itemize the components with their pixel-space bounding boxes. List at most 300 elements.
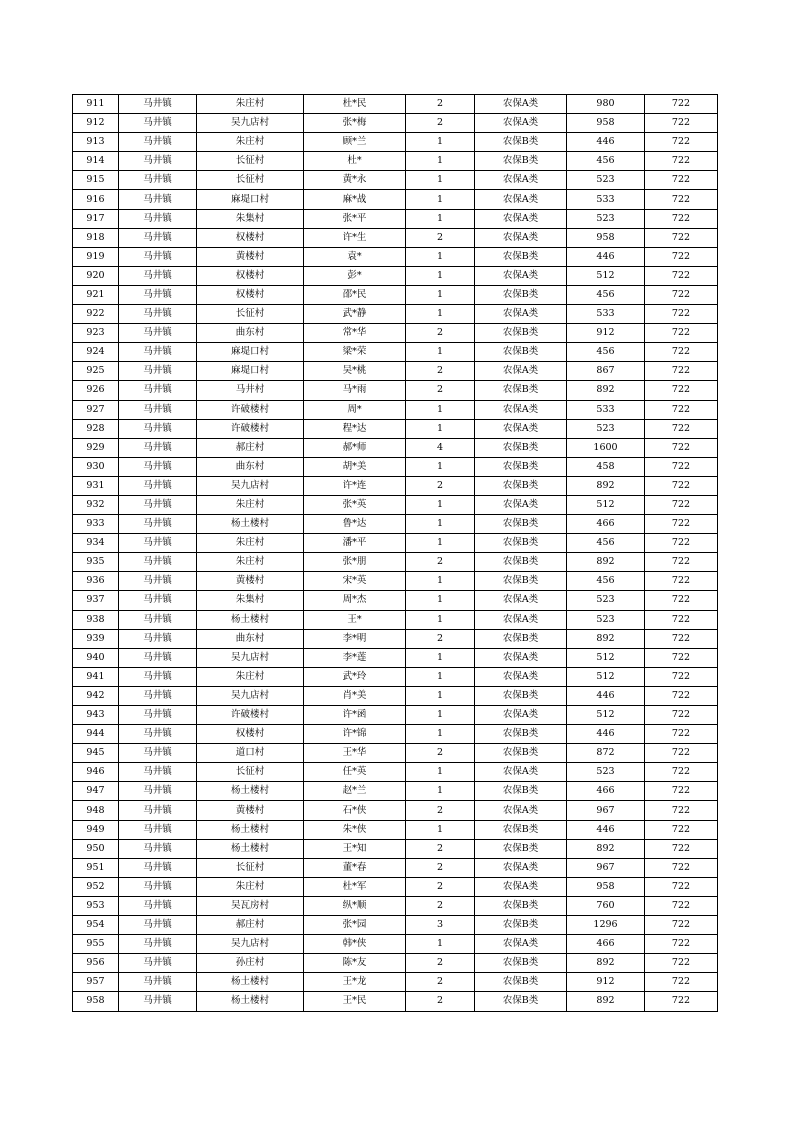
amount-cell: 446 (567, 133, 645, 152)
standard-cell: 722 (645, 515, 718, 534)
village-cell: 长征村 (197, 305, 304, 324)
standard-cell: 722 (645, 362, 718, 381)
standard-cell: 722 (645, 629, 718, 648)
township-cell: 马井镇 (119, 114, 197, 133)
table-row (73, 706, 718, 725)
table-row (73, 782, 718, 801)
township-cell: 马井镇 (119, 305, 197, 324)
township-cell: 马井镇 (119, 839, 197, 858)
count-cell: 1 (406, 133, 475, 152)
table-row (73, 820, 718, 839)
count-cell: 2 (406, 877, 475, 896)
village-cell: 杨土楼村 (197, 610, 304, 629)
amount-cell: 523 (567, 171, 645, 190)
name-cell: 顾*兰 (304, 133, 406, 152)
village-cell: 曲东村 (197, 457, 304, 476)
amount-cell: 446 (567, 247, 645, 266)
row-index-cell: 930 (73, 457, 119, 476)
township-cell: 马井镇 (119, 381, 197, 400)
category-cell: 农保B类 (475, 133, 567, 152)
village-cell: 曲东村 (197, 324, 304, 343)
table-row (73, 534, 718, 553)
row-index-cell: 926 (73, 381, 119, 400)
count-cell: 2 (406, 381, 475, 400)
amount-cell: 892 (567, 954, 645, 973)
standard-cell: 722 (645, 935, 718, 954)
table-row (73, 686, 718, 705)
township-cell: 马井镇 (119, 534, 197, 553)
category-cell: 农保B类 (475, 896, 567, 915)
amount-cell: 458 (567, 457, 645, 476)
village-cell: 黄楼村 (197, 247, 304, 266)
township-cell: 马井镇 (119, 591, 197, 610)
standard-cell: 722 (645, 381, 718, 400)
table-row (73, 801, 718, 820)
standard-cell: 722 (645, 400, 718, 419)
amount-cell: 523 (567, 610, 645, 629)
count-cell: 1 (406, 591, 475, 610)
name-cell: 彭* (304, 266, 406, 285)
name-cell: 王*知 (304, 839, 406, 858)
township-cell: 马井镇 (119, 629, 197, 648)
township-cell: 马井镇 (119, 362, 197, 381)
village-cell: 权楼村 (197, 285, 304, 304)
category-cell: 农保B类 (475, 438, 567, 457)
amount-cell: 892 (567, 839, 645, 858)
row-index-cell: 938 (73, 610, 119, 629)
category-cell: 农保A类 (475, 171, 567, 190)
name-cell: 吴*桃 (304, 362, 406, 381)
count-cell: 1 (406, 686, 475, 705)
row-index-cell: 917 (73, 209, 119, 228)
amount-cell: 512 (567, 266, 645, 285)
township-cell: 马井镇 (119, 973, 197, 992)
data-table (72, 94, 718, 1012)
category-cell: 农保B类 (475, 973, 567, 992)
standard-cell: 722 (645, 686, 718, 705)
row-index-cell: 947 (73, 782, 119, 801)
township-cell: 马井镇 (119, 763, 197, 782)
village-cell: 许破楼村 (197, 706, 304, 725)
township-cell: 马井镇 (119, 190, 197, 209)
village-cell: 吴九店村 (197, 648, 304, 667)
village-cell: 马井村 (197, 381, 304, 400)
category-cell: 农保A类 (475, 419, 567, 438)
category-cell: 农保A类 (475, 763, 567, 782)
table-row (73, 266, 718, 285)
standard-cell: 722 (645, 648, 718, 667)
count-cell: 2 (406, 228, 475, 247)
category-cell: 农保A类 (475, 400, 567, 419)
name-cell: 许*锦 (304, 725, 406, 744)
count-cell: 1 (406, 247, 475, 266)
count-cell: 1 (406, 572, 475, 591)
category-cell: 农保B类 (475, 285, 567, 304)
standard-cell: 722 (645, 667, 718, 686)
row-index-cell: 942 (73, 686, 119, 705)
table-row (73, 667, 718, 686)
row-index-cell: 919 (73, 247, 119, 266)
village-cell: 朱庄村 (197, 495, 304, 514)
village-cell: 长征村 (197, 171, 304, 190)
category-cell: 农保B类 (475, 725, 567, 744)
category-cell: 农保B类 (475, 744, 567, 763)
standard-cell: 722 (645, 114, 718, 133)
village-cell: 长征村 (197, 152, 304, 171)
row-index-cell: 911 (73, 95, 119, 114)
amount-cell: 533 (567, 190, 645, 209)
village-cell: 麻堤口村 (197, 190, 304, 209)
standard-cell: 722 (645, 839, 718, 858)
township-cell: 马井镇 (119, 266, 197, 285)
amount-cell: 1600 (567, 438, 645, 457)
count-cell: 2 (406, 553, 475, 572)
row-index-cell: 955 (73, 935, 119, 954)
standard-cell: 722 (645, 706, 718, 725)
count-cell: 2 (406, 95, 475, 114)
name-cell: 张*朋 (304, 553, 406, 572)
amount-cell: 446 (567, 820, 645, 839)
village-cell: 许破楼村 (197, 419, 304, 438)
name-cell: 杜*民 (304, 95, 406, 114)
row-index-cell: 913 (73, 133, 119, 152)
amount-cell: 466 (567, 935, 645, 954)
name-cell: 王* (304, 610, 406, 629)
row-index-cell: 915 (73, 171, 119, 190)
township-cell: 马井镇 (119, 916, 197, 935)
township-cell: 马井镇 (119, 820, 197, 839)
standard-cell: 722 (645, 247, 718, 266)
township-cell: 马井镇 (119, 896, 197, 915)
village-cell: 长征村 (197, 763, 304, 782)
category-cell: 农保B类 (475, 457, 567, 476)
table-row (73, 954, 718, 973)
name-cell: 潘*平 (304, 534, 406, 553)
name-cell: 张*英 (304, 495, 406, 514)
standard-cell: 722 (645, 457, 718, 476)
table-body (73, 95, 718, 1012)
township-cell: 马井镇 (119, 515, 197, 534)
table-row (73, 744, 718, 763)
table-row (73, 171, 718, 190)
township-cell: 马井镇 (119, 935, 197, 954)
name-cell: 郝*师 (304, 438, 406, 457)
amount-cell: 980 (567, 95, 645, 114)
name-cell: 梁*荣 (304, 343, 406, 362)
row-index-cell: 921 (73, 285, 119, 304)
count-cell: 1 (406, 534, 475, 553)
category-cell: 农保B类 (475, 152, 567, 171)
category-cell: 农保B类 (475, 324, 567, 343)
standard-cell: 722 (645, 419, 718, 438)
name-cell: 石*侠 (304, 801, 406, 820)
name-cell: 张*园 (304, 916, 406, 935)
table-row (73, 476, 718, 495)
standard-cell: 722 (645, 266, 718, 285)
name-cell: 许*函 (304, 706, 406, 725)
standard-cell: 722 (645, 744, 718, 763)
township-cell: 马井镇 (119, 877, 197, 896)
category-cell: 农保B类 (475, 553, 567, 572)
table-row (73, 610, 718, 629)
category-cell: 农保A类 (475, 305, 567, 324)
table-row (73, 438, 718, 457)
count-cell: 1 (406, 343, 475, 362)
count-cell: 1 (406, 725, 475, 744)
name-cell: 任*英 (304, 763, 406, 782)
table-row (73, 285, 718, 304)
township-cell: 马井镇 (119, 400, 197, 419)
name-cell: 袁* (304, 247, 406, 266)
standard-cell: 722 (645, 305, 718, 324)
village-cell: 长征村 (197, 858, 304, 877)
category-cell: 农保A类 (475, 266, 567, 285)
row-index-cell: 940 (73, 648, 119, 667)
name-cell: 周*杰 (304, 591, 406, 610)
table-row (73, 95, 718, 114)
village-cell: 杨土楼村 (197, 973, 304, 992)
count-cell: 1 (406, 820, 475, 839)
name-cell: 李*明 (304, 629, 406, 648)
count-cell: 2 (406, 744, 475, 763)
standard-cell: 722 (645, 285, 718, 304)
amount-cell: 512 (567, 648, 645, 667)
amount-cell: 892 (567, 553, 645, 572)
standard-cell: 722 (645, 476, 718, 495)
township-cell: 马井镇 (119, 667, 197, 686)
table-row (73, 763, 718, 782)
amount-cell: 512 (567, 706, 645, 725)
count-cell: 1 (406, 419, 475, 438)
name-cell: 周* (304, 400, 406, 419)
table-row (73, 725, 718, 744)
amount-cell: 512 (567, 667, 645, 686)
category-cell: 农保B类 (475, 572, 567, 591)
township-cell: 马井镇 (119, 495, 197, 514)
amount-cell: 466 (567, 515, 645, 534)
township-cell: 马井镇 (119, 247, 197, 266)
amount-cell: 533 (567, 305, 645, 324)
village-cell: 曲东村 (197, 629, 304, 648)
table-row (73, 400, 718, 419)
count-cell: 2 (406, 858, 475, 877)
amount-cell: 446 (567, 686, 645, 705)
amount-cell: 523 (567, 419, 645, 438)
name-cell: 许*连 (304, 476, 406, 495)
standard-cell: 722 (645, 782, 718, 801)
row-index-cell: 950 (73, 839, 119, 858)
table-row (73, 305, 718, 324)
township-cell: 马井镇 (119, 171, 197, 190)
standard-cell: 722 (645, 534, 718, 553)
count-cell: 1 (406, 152, 475, 171)
row-index-cell: 932 (73, 495, 119, 514)
category-cell: 农保B类 (475, 916, 567, 935)
row-index-cell: 928 (73, 419, 119, 438)
amount-cell: 523 (567, 209, 645, 228)
village-cell: 朱集村 (197, 591, 304, 610)
row-index-cell: 949 (73, 820, 119, 839)
village-cell: 黄楼村 (197, 572, 304, 591)
row-index-cell: 943 (73, 706, 119, 725)
table-row (73, 228, 718, 247)
township-cell: 马井镇 (119, 610, 197, 629)
count-cell: 1 (406, 610, 475, 629)
category-cell: 农保A类 (475, 648, 567, 667)
township-cell: 马井镇 (119, 324, 197, 343)
standard-cell: 722 (645, 152, 718, 171)
township-cell: 马井镇 (119, 133, 197, 152)
standard-cell: 722 (645, 553, 718, 572)
category-cell: 农保B类 (475, 515, 567, 534)
amount-cell: 523 (567, 763, 645, 782)
category-cell: 农保B类 (475, 629, 567, 648)
amount-cell: 456 (567, 343, 645, 362)
row-index-cell: 944 (73, 725, 119, 744)
name-cell: 武*静 (304, 305, 406, 324)
count-cell: 1 (406, 171, 475, 190)
name-cell: 张*平 (304, 209, 406, 228)
count-cell: 1 (406, 209, 475, 228)
table-row (73, 591, 718, 610)
category-cell: 农保B类 (475, 992, 567, 1011)
table-row (73, 190, 718, 209)
row-index-cell: 941 (73, 667, 119, 686)
village-cell: 麻堤口村 (197, 343, 304, 362)
name-cell: 常*华 (304, 324, 406, 343)
township-cell: 马井镇 (119, 782, 197, 801)
amount-cell: 892 (567, 476, 645, 495)
name-cell: 邵*民 (304, 285, 406, 304)
category-cell: 农保A类 (475, 610, 567, 629)
township-cell: 马井镇 (119, 285, 197, 304)
village-cell: 杨土楼村 (197, 820, 304, 839)
township-cell: 马井镇 (119, 801, 197, 820)
amount-cell: 760 (567, 896, 645, 915)
standard-cell: 722 (645, 973, 718, 992)
township-cell: 马井镇 (119, 858, 197, 877)
name-cell: 董*春 (304, 858, 406, 877)
count-cell: 1 (406, 305, 475, 324)
township-cell: 马井镇 (119, 476, 197, 495)
table-row (73, 419, 718, 438)
standard-cell: 722 (645, 858, 718, 877)
count-cell: 1 (406, 495, 475, 514)
standard-cell: 722 (645, 916, 718, 935)
table-row (73, 247, 718, 266)
category-cell: 农保A类 (475, 935, 567, 954)
row-index-cell: 946 (73, 763, 119, 782)
township-cell: 马井镇 (119, 572, 197, 591)
village-cell: 朱庄村 (197, 667, 304, 686)
name-cell: 王*龙 (304, 973, 406, 992)
village-cell: 杨土楼村 (197, 782, 304, 801)
row-index-cell: 927 (73, 400, 119, 419)
amount-cell: 466 (567, 782, 645, 801)
amount-cell: 456 (567, 285, 645, 304)
village-cell: 权楼村 (197, 228, 304, 247)
row-index-cell: 939 (73, 629, 119, 648)
name-cell: 韩*侠 (304, 935, 406, 954)
count-cell: 1 (406, 706, 475, 725)
table-row (73, 896, 718, 915)
name-cell: 许*生 (304, 228, 406, 247)
category-cell: 农保A类 (475, 801, 567, 820)
category-cell: 农保A类 (475, 228, 567, 247)
name-cell: 陈*友 (304, 954, 406, 973)
amount-cell: 456 (567, 152, 645, 171)
count-cell: 2 (406, 476, 475, 495)
name-cell: 马*雨 (304, 381, 406, 400)
amount-cell: 872 (567, 744, 645, 763)
standard-cell: 722 (645, 820, 718, 839)
row-index-cell: 954 (73, 916, 119, 935)
category-cell: 农保B类 (475, 534, 567, 553)
row-index-cell: 956 (73, 954, 119, 973)
category-cell: 农保B类 (475, 343, 567, 362)
category-cell: 农保A类 (475, 706, 567, 725)
category-cell: 农保B类 (475, 381, 567, 400)
village-cell: 吴九店村 (197, 686, 304, 705)
amount-cell: 967 (567, 858, 645, 877)
amount-cell: 892 (567, 381, 645, 400)
township-cell: 马井镇 (119, 992, 197, 1011)
standard-cell: 722 (645, 209, 718, 228)
row-index-cell: 958 (73, 992, 119, 1011)
table-row (73, 858, 718, 877)
village-cell: 孙庄村 (197, 954, 304, 973)
table-row (73, 381, 718, 400)
row-index-cell: 923 (73, 324, 119, 343)
amount-cell: 958 (567, 877, 645, 896)
table-row (73, 648, 718, 667)
standard-cell: 722 (645, 572, 718, 591)
amount-cell: 958 (567, 228, 645, 247)
name-cell: 麻*战 (304, 190, 406, 209)
count-cell: 4 (406, 438, 475, 457)
amount-cell: 912 (567, 324, 645, 343)
village-cell: 杨土楼村 (197, 839, 304, 858)
standard-cell: 722 (645, 228, 718, 247)
category-cell: 农保B类 (475, 954, 567, 973)
name-cell: 武*玲 (304, 667, 406, 686)
count-cell: 2 (406, 324, 475, 343)
amount-cell: 446 (567, 725, 645, 744)
standard-cell: 722 (645, 171, 718, 190)
township-cell: 马井镇 (119, 438, 197, 457)
township-cell: 马井镇 (119, 648, 197, 667)
table-row (73, 457, 718, 476)
standard-cell: 722 (645, 896, 718, 915)
count-cell: 2 (406, 114, 475, 133)
amount-cell: 958 (567, 114, 645, 133)
village-cell: 吴瓦房村 (197, 896, 304, 915)
township-cell: 马井镇 (119, 419, 197, 438)
count-cell: 1 (406, 285, 475, 304)
township-cell: 马井镇 (119, 954, 197, 973)
table-row (73, 209, 718, 228)
category-cell: 农保B类 (475, 782, 567, 801)
row-index-cell: 945 (73, 744, 119, 763)
count-cell: 1 (406, 190, 475, 209)
row-index-cell: 929 (73, 438, 119, 457)
village-cell: 朱庄村 (197, 95, 304, 114)
township-cell: 马井镇 (119, 457, 197, 476)
category-cell: 农保B类 (475, 476, 567, 495)
row-index-cell: 951 (73, 858, 119, 877)
category-cell: 农保A类 (475, 877, 567, 896)
category-cell: 农保A类 (475, 114, 567, 133)
